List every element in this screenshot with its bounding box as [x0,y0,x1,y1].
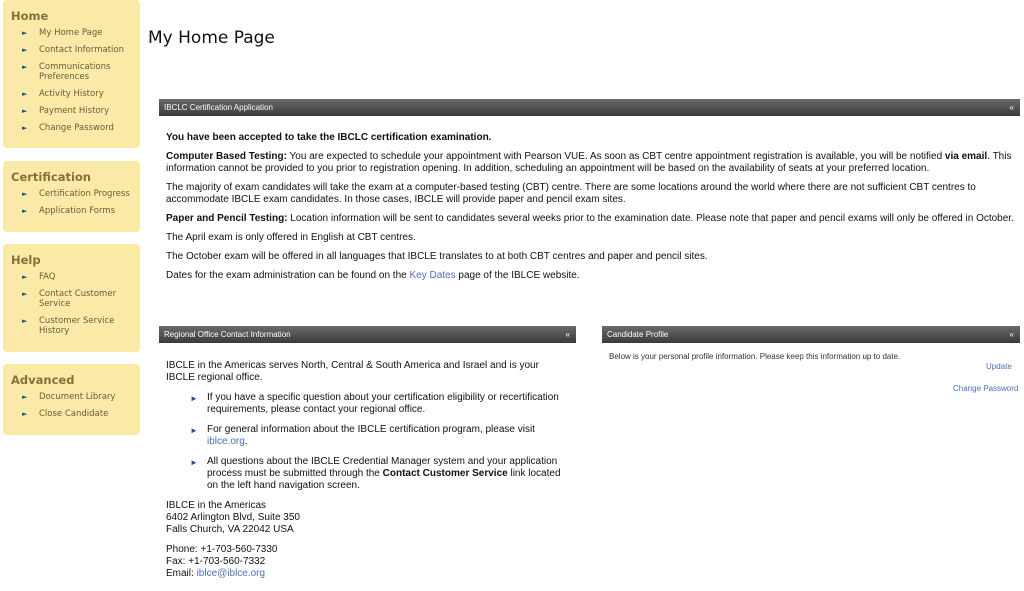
regional-intro: IBCLE in the Americas serves North, Central & South America and Israel and is your IBCLE regional office. [166,360,539,383]
regional-contacts: Phone: +1-703-560-7330 Fax: +1-703-560-7332 Email: iblce@iblce.org [166,544,278,579]
paper-paragraph: Paper and Pencil Testing: Location information will be sent to candidates several weeks prior to the examination date. Please note that paper and pencil exams will only be offered in October. [166,213,1014,224]
sidebar-item-customer-service-history[interactable]: ► Customer Service History [22,316,115,336]
sidebar-item-document-library[interactable]: ► Document Library [22,392,116,402]
regional-panel-body [166,360,566,588]
arrow-icon: ► [190,458,198,467]
arrow-icon: ► [22,273,28,281]
sidebar-item-communications-preferences[interactable]: ► Communications Preferences [22,62,111,82]
sidebar-item-activity-history[interactable]: ► Activity History [22,89,104,99]
arrow-icon: ► [22,393,28,401]
profile-description: Below is your personal profile information. Please keep this information up to date. [609,352,901,361]
dates-paragraph: Dates for the exam administration can be found on the Key Dates page of the IBLCE website. [166,270,580,281]
sidebar-item-contact-customer-service[interactable]: ► Contact Customer Service [22,289,117,309]
arrow-icon: ► [22,90,28,98]
list-item: ► All questions about the IBCLE Credential Manager system and your application process must be submitted through the Contact Customer Service link located on the left hand navigation screen. [190,456,561,491]
arrow-icon: ► [22,107,28,115]
sidebar-item-application-forms[interactable]: ► Application Forms [22,206,116,216]
collapse-icon[interactable]: « [565,330,570,339]
email-link[interactable]: iblce@iblce.org [196,568,266,579]
april-paragraph: The April exam is only offered in English at CBT centres. [166,232,416,243]
collapse-icon[interactable]: « [1009,330,1014,339]
sidebar-item-my-home-page[interactable]: ► My Home Page [22,28,103,38]
update-profile-link[interactable]: Update [986,362,1012,371]
majority-paragraph: The majority of exam candidates will take the exam at a computer-based testing (CBT) centre. There are some locations around the world where there are not sufficient CBT centres to accommodate IBCLE exam candidates. In those cases, IBCLE will provide paper and pencil exam sites. [166,182,976,205]
application-panel-header [159,99,1020,116]
collapse-icon[interactable]: « [1009,103,1014,112]
arrow-icon: ► [22,317,28,325]
sidebar-section-certification [3,161,140,232]
sidebar-item-faq[interactable]: ► FAQ [22,272,56,282]
arrow-icon: ► [22,124,28,132]
sidebar-item-certification-progress[interactable]: ► Certification Progress [22,189,130,199]
regional-panel-header [159,326,576,343]
arrow-icon: ► [22,63,28,71]
sidebar-section-home [3,0,140,148]
sidebar-item-payment-history[interactable]: ► Payment History [22,106,110,116]
panel-title: IBCLC Certification Application [164,103,273,112]
arrow-icon: ► [22,190,28,198]
iblce-org-link[interactable]: iblce.org [207,436,245,447]
page-title: My Home Page [148,28,275,48]
sidebar-item-change-password[interactable]: ► Change Password [22,123,114,133]
change-password-link[interactable]: Change Password [953,384,1019,393]
arrow-icon: ► [22,46,28,54]
application-panel-body [166,132,1018,289]
sidebar-section-title: Help [11,253,41,267]
sidebar-section-help [3,244,140,352]
cbt-paragraph: Computer Based Testing: You are expected to schedule your appointment with Pearson VUE. As soon as CBT centre appointment registration is available, you will be notified via email. This information cannot be provided to you prior to registration opening. In addition, scheduling an appointment will be based on the availability of seats at your preferred location. [166,151,1012,174]
panel-title: Regional Office Contact Information [164,330,291,339]
sidebar-item-close-candidate[interactable]: ► Close Candidate [22,409,109,419]
arrow-icon: ► [22,410,28,418]
october-paragraph: The October exam will be offered in all languages that IBCLE translates to at both CBT centres and paper and pencil sites. [166,251,708,262]
key-dates-link[interactable]: Key Dates [409,270,456,281]
sidebar-section-title: Home [11,9,49,23]
arrow-icon: ► [190,426,198,435]
sidebar-section-title: Certification [11,170,91,184]
sidebar-section-title: Advanced [11,373,75,387]
sidebar-section-advanced [3,364,140,435]
accepted-message: You have been accepted to take the IBCLC certification examination. [166,132,492,143]
sidebar-item-contact-information[interactable]: ► Contact Information [22,45,124,55]
candidate-profile-header [602,326,1020,343]
arrow-icon: ► [22,29,28,37]
list-item: ► For general information about the IBCLE certification program, please visit iblce.org. [190,424,535,447]
regional-address: IBLCE in the Americas 6402 Arlington Blvd, Suite 350 Falls Church, VA 22042 USA [166,500,300,535]
regional-bullet-list [166,392,566,492]
arrow-icon: ► [190,394,198,403]
panel-title: Candidate Profile [607,330,669,339]
arrow-icon: ► [22,207,28,215]
list-item: ► If you have a specific question about your certification eligibility or recertification requirements, please contact your regional office. [190,392,559,415]
arrow-icon: ► [22,290,28,298]
